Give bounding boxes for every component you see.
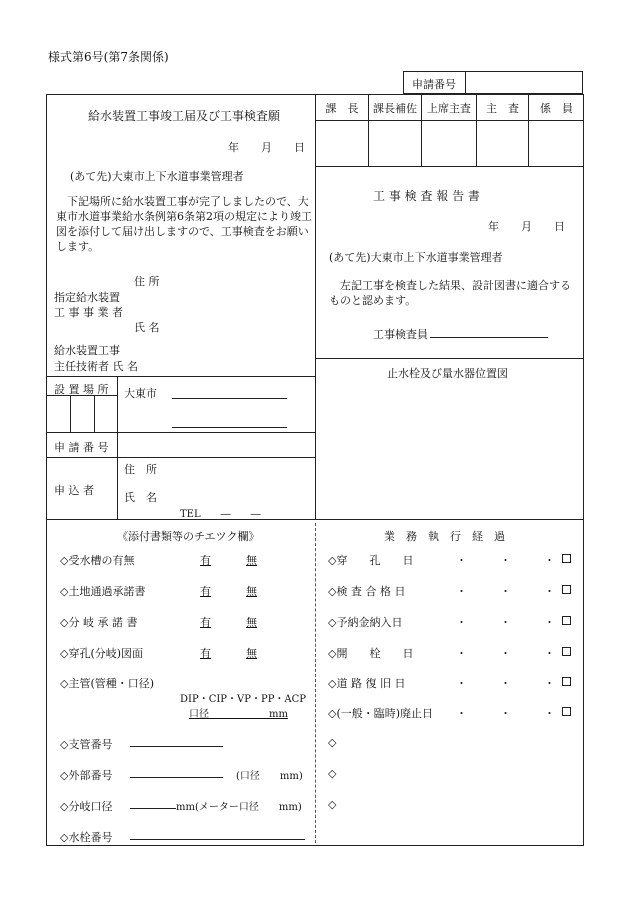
left-title: 給水装置工事竣工届及び工事検査願 (88, 109, 281, 123)
contractor-line2: 工 事 事 業 者 (54, 306, 123, 319)
progress-title: 業 務 執 行 経 過 (384, 530, 505, 543)
progress-item: ◇予納金納入日 (328, 616, 403, 629)
branch-bore-value: mm(メーター口径 mm) (176, 802, 302, 813)
progress-blank-item: ◇ (328, 736, 337, 749)
external-number-field[interactable] (130, 777, 223, 778)
applicant-address-label: 住 所 (124, 463, 157, 476)
external-number-label: ◇外部番号 (60, 769, 113, 782)
approval-header-3: 主 査 (486, 102, 519, 115)
progress-dots: ・ ・ ・ (456, 616, 555, 629)
location-label: 設 置 場 所 (54, 383, 109, 396)
diagram-title: 止水栓及び量水器位置図 (387, 367, 508, 380)
applicant-tel: TEL ― ― (180, 509, 261, 520)
application-number-label: 申請番号 (412, 78, 456, 91)
progress-dots: ・ ・ ・ (456, 585, 555, 598)
applicant-name-label: 氏 名 (124, 491, 157, 504)
check-yes-option[interactable]: 有 (200, 585, 211, 598)
progress-dots: ・ ・ ・ (456, 554, 555, 567)
progress-checkbox[interactable] (562, 707, 571, 716)
progress-dots: ・ ・ ・ (456, 647, 555, 660)
contractor-name-label: 氏 名 (134, 321, 160, 334)
contractor-line1: 指定給水装置 (54, 291, 120, 304)
check-no-option[interactable]: 無 (246, 647, 257, 660)
location-address-line2[interactable] (172, 427, 287, 428)
application-row-field[interactable] (120, 434, 312, 456)
check-yes-option[interactable]: 有 (200, 554, 211, 567)
progress-item: ◇(一般・臨時)廃止日 (328, 707, 434, 720)
applicant-label: 申 込 者 (54, 484, 94, 497)
inspection-report-addressee: (あて先)大東市上下水道事業管理者 (329, 251, 503, 264)
progress-item: ◇開 栓 日 (328, 647, 414, 660)
check-no-option[interactable]: 無 (246, 616, 257, 629)
hydrant-number-label: ◇水栓番号 (60, 831, 113, 844)
location-address-line1[interactable] (172, 398, 287, 399)
application-number-field[interactable] (468, 73, 580, 92)
inspection-report-date: 年 月 日 (488, 220, 565, 233)
approval-header-0: 課 長 (325, 102, 359, 115)
approval-header-4: 係 員 (540, 102, 573, 115)
check-item-label: ◇受水槽の有無 (60, 554, 135, 567)
approval-header-2: 上席主査 (427, 102, 471, 115)
main-pipe-label: ◇主管(管種・口径) (60, 677, 155, 690)
progress-item: ◇穿 孔 日 (328, 554, 414, 567)
inspector-signature-line[interactable] (430, 337, 548, 338)
branch-pipe-label: ◇支管番号 (60, 738, 113, 751)
progress-item: ◇道 路 復 旧 日 (328, 677, 406, 690)
contractor-address-label: 住 所 (134, 275, 160, 288)
check-item-label: ◇土地通過承諾書 (60, 585, 146, 598)
progress-checkbox[interactable] (562, 647, 571, 656)
branch-bore-label: ◇分岐口径 (60, 800, 113, 813)
progress-checkbox[interactable] (562, 585, 571, 594)
progress-item: ◇検 査 合 格 日 (328, 585, 406, 598)
check-no-option[interactable]: 無 (246, 585, 257, 598)
branch-bore-field[interactable] (130, 808, 176, 809)
addressee: (あて先)大東市上下水道事業管理者 (70, 170, 244, 183)
progress-dots: ・ ・ ・ (456, 677, 555, 690)
body-text: 下記場所に給水装置工事が完了しましたので、大東市水道事業給水条例第6条第2項の規定により竣工図を添付して届け出しますので、工事検査をお願いします。 (56, 195, 312, 253)
progress-checkbox[interactable] (562, 554, 571, 563)
progress-dots: ・ ・ ・ (456, 707, 555, 720)
chief-engineer-line2: 主任技術者 氏 名 (54, 360, 138, 373)
pipe-types[interactable]: DIP・CIP・VP・PP・ACP (180, 694, 307, 705)
inspection-report-body: 左記工事を検査した結果、設計図書に適合するものと認めます。 (329, 279, 571, 307)
hydrant-number-field[interactable] (130, 839, 305, 840)
branch-pipe-field[interactable] (130, 746, 223, 747)
check-item-label: ◇分 岐 承 諾 書 (60, 616, 138, 629)
main-pipe-bore[interactable]: 口径 mm (189, 709, 288, 720)
check-no-option[interactable]: 無 (246, 554, 257, 567)
application-row-label: 申 請 番 号 (54, 441, 109, 454)
progress-checkbox[interactable] (562, 677, 571, 686)
inspection-report-title: 工 事 検 査 報 告 書 (373, 189, 480, 203)
progress-checkbox[interactable] (562, 616, 571, 625)
check-yes-option[interactable]: 有 (200, 647, 211, 660)
check-item-label: ◇穿孔(分岐)図面 (60, 647, 144, 660)
inspector-label: 工事検査員 (373, 328, 428, 341)
progress-blank-item: ◇ (328, 767, 337, 780)
progress-blank-item: ◇ (328, 798, 337, 811)
form-label: 様式第6号(第7条関係) (48, 50, 169, 64)
location-city: 大東市 (124, 387, 157, 400)
chief-engineer-line1: 給水装置工事 (54, 344, 120, 357)
date-line: 年 月 日 (228, 141, 305, 154)
external-bore: (口径 mm) (236, 771, 303, 782)
approval-header-1: 課長補佐 (373, 102, 417, 115)
check-yes-option[interactable]: 有 (200, 616, 211, 629)
checklist-title: 《添付書類等のチエツク欄》 (117, 530, 260, 543)
